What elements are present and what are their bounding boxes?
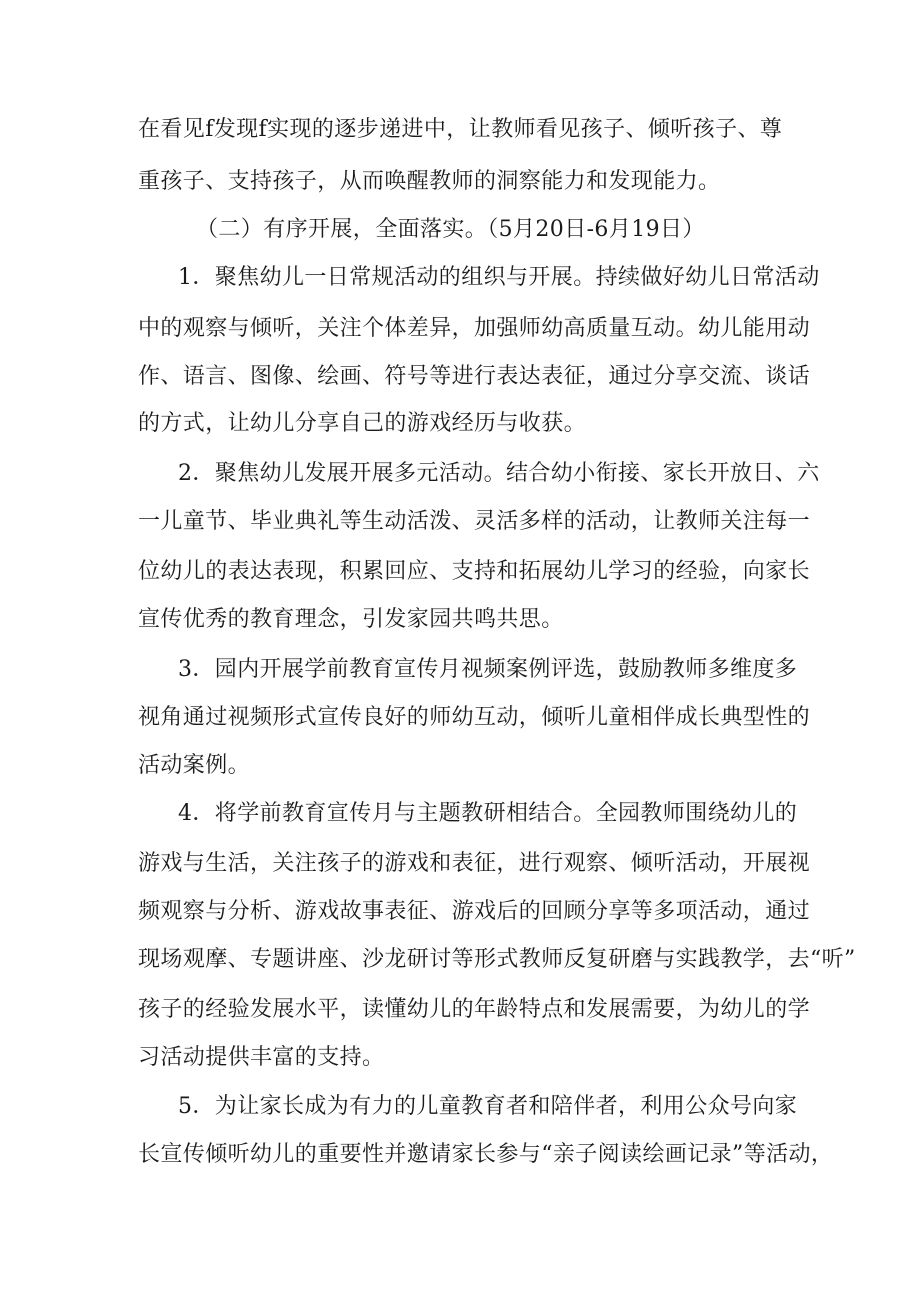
text-line: 4．将学前教育宣传月与主题教研相结合。全园教师围绕幼儿的 [178, 801, 798, 826]
text-line: 重孩子、支持孩子，从而唤醒教师的洞察能力和发现能力。 [138, 169, 721, 194]
text-line: 习活动提供丰富的支持。 [138, 1045, 385, 1070]
text-line: 作、语言、图像、绘画、符号等进行表达表征，通过分享交流、谈话 [138, 364, 811, 389]
text-line: 一儿童节、毕业典礼等生动活泼、灵活多样的活动，让教师关注每一 [138, 509, 811, 534]
text-line: 1．聚焦幼儿一日常规活动的组织与开展。持续做好幼儿日常活动 [178, 265, 820, 290]
text-line: 在看见f发现f实现的逐步递进中，让教师看见孩子、倾听孩子、尊 [138, 117, 783, 142]
text-line: 中的观察与倾听，关注个体差异，加强师幼高质量互动。幼儿能用动 [138, 316, 811, 341]
text-line: 游戏与生活，关注孩子的游戏和表征，进行观察、倾听活动，开展视 [138, 851, 811, 876]
text-line: 视角通过视频形式宣传良好的师幼互动，倾听儿童相伴成长典型性的 [138, 705, 811, 730]
text-line: 活动案例。 [138, 753, 251, 778]
text-line: 宣传优秀的教育理念，引发家园共鸣共思。 [138, 607, 564, 632]
text-line: 3．园内开展学前教育宣传月视频案例评选，鼓励教师多维度多 [178, 657, 798, 682]
text-line: 长宣传倾听幼儿的重要性并邀请家长参与“亲子阅读绘画记录”等活动， [138, 1142, 834, 1167]
section-heading: （二）有序开展，全面落实。（5月20日-6月19日） [196, 217, 705, 242]
text-line: 孩子的经验发展水平，读懂幼儿的年龄特点和发展需要，为幼儿的学 [138, 997, 811, 1022]
text-line: 现场观摩、专题讲座、沙龙研讨等形式教师反复研磨与实践教学，去“听” [138, 947, 856, 972]
text-line: 的方式，让幼儿分享自己的游戏经历与收获。 [138, 411, 587, 436]
text-line: 5．为让家长成为有力的儿童教育者和陪伴者，利用公众号向家 [178, 1094, 798, 1119]
text-line: 位幼儿的表达表现，积累回应、支持和拓展幼儿学习的经验，向家长 [138, 559, 811, 584]
text-line: 2．聚焦幼儿发展开展多元活动。结合幼小衔接、家长开放日、六 [178, 461, 820, 486]
text-line: 频观察与分析、游戏故事表征、游戏后的回顾分享等多项活动，通过 [138, 899, 811, 924]
